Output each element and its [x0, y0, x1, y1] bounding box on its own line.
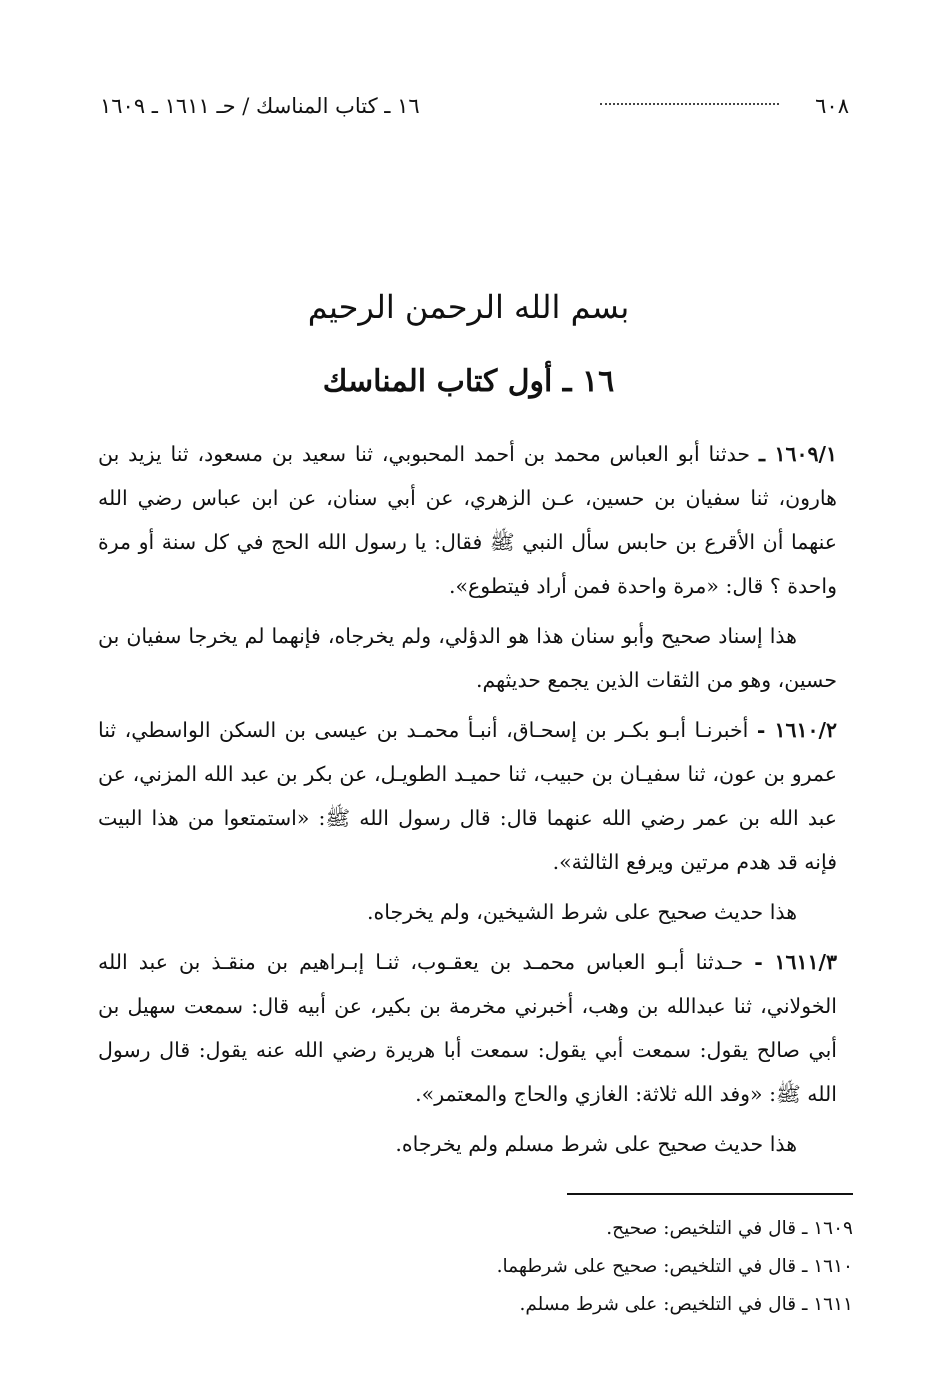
footnote: ١٦١١ ـ قال في التلخيص: على شرط مسلم.: [519, 1294, 853, 1315]
hadith-number: ١٦١٠/٢ -: [756, 718, 837, 742]
hadith-paragraph: [98, 708, 837, 884]
basmala: بسم الله الرحمن الرحيم: [307, 288, 630, 326]
hadith-text: حدثنا أبو العباس محمد بن أحمد المحبوبي، ثنا سعيد بن مسعود، ثنا يزيد بن هارون، ثنا سفيان بن حسين، عـن الزهري، عن أبي سنان، عن ابن عباس رضي الله عنهما أن الأقرع بن حابس سأل النبي ﷺ فقال: يا رسول الله الحج في كل سنة أو مرة واحدة ؟ قال: «مرة واحدة فمن أراد فيتطوع».: [98, 442, 837, 598]
footnotes: [353, 1210, 853, 1324]
hadith-paragraph: [98, 940, 837, 1116]
leader-dots: [600, 102, 779, 105]
hadith-number: ١٦٠٩/١ ـ: [758, 442, 837, 466]
hadith-text: أخبرنـا أبـو بكـر بن إسحـاق، أنبـأ محمـد بن عيسى بن السكن الواسطي، ثنا عمرو بن عون، ثنا سفيـان بن حبيب، ثنا حميـد الطويـل، عن بكر بن عبد الله المزني، عن عبد الله بن عمر رضي الله عنهما قال: قال رسول الله ﷺ: «استمتعوا من هذا البيت فإنه قد هدم مرتين ويرفع الثالثة».: [98, 718, 837, 874]
hadith-comment: هذا حديث صحيح على شرط الشيخين، ولم يخرجاه.: [366, 900, 797, 924]
chapter-title: ١٦ ـ أول كتاب المناسك: [322, 364, 615, 399]
footnote-divider: [567, 1193, 853, 1195]
hadith-comment: هذا إسناد صحيح وأبو سنان هذا هو الدؤلي، ولم يخرجاه، فإنهما لم يخرجا سفيان بن حسين، وهو من الثقات الذين يجمع حديثهم.: [98, 624, 837, 692]
footnote: ١٦٠٩ ـ قال في التلخيص: صحيح.: [606, 1218, 853, 1239]
hadith-comment: هذا حديث صحيح على شرط مسلم ولم يخرجاه.: [395, 1132, 797, 1156]
hadith-text: حـدثنا أبـو العباس محمـد بن يعقـوب، ثنـا إبـراهيم بن منقـذ بن عبد الله الخولاني، ثنا عبدالله بن وهب، أخبرني مخرمة بن بكير، عن أبيه قال: سمعت سهيل بن أبي صالح يقول: سمعت أبي يقول: سمعت أبا هريرة رضي الله عنه يقول: قال رسول الله ﷺ: «وفد الله ثلاثة: الغازي والحاج والمعتمر».: [98, 950, 837, 1106]
page-header: [100, 86, 849, 126]
running-title: ١٦ ـ كتاب المناسك / حـ ١٦١١ ـ ١٦٠٩: [100, 94, 420, 118]
page-number: ٦٠٨: [815, 94, 849, 118]
hadith-paragraph: [98, 432, 837, 608]
hadith-number: ١٦١١/٣ -: [754, 950, 837, 974]
main-text: [98, 432, 837, 1172]
footnote: ١٦١٠ ـ قال في التلخيص: صحيح على شرطهما.: [496, 1256, 853, 1277]
